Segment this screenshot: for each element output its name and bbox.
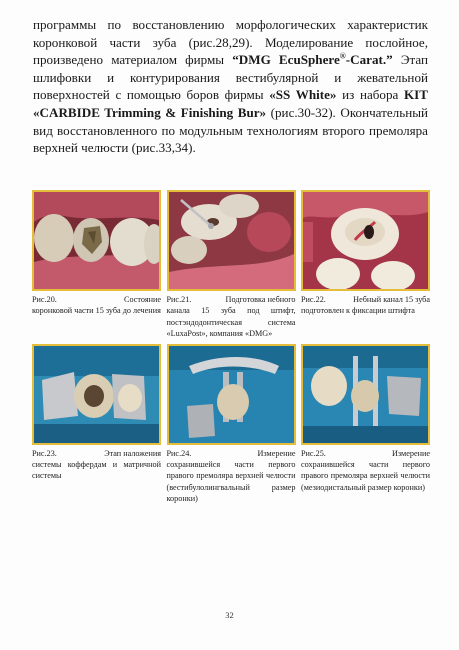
page-number: 32: [225, 610, 234, 620]
dental-photo-fig22: [301, 190, 430, 291]
dental-photo-fig20: [32, 190, 161, 291]
figure-23: [32, 344, 161, 505]
dental-photo-fig25: [301, 344, 430, 445]
figure-20: [32, 190, 161, 340]
figure-22: [301, 190, 430, 340]
figure-row-1: [32, 190, 430, 340]
figure-21: [167, 190, 296, 340]
figure-row-2: [32, 344, 430, 505]
figure-25: [301, 344, 430, 505]
dental-photo-fig24: [167, 344, 296, 445]
figure-24: [167, 344, 296, 505]
caption-fig23: Рис.23. Этап наложения системы коффердам и матричной системы: [32, 448, 161, 481]
text-run: программы по восстановлению морфологических характеристик коронковой части зуба (рис.28,29). Моделирование послойное, произведено материалом фирмы: [33, 17, 428, 68]
registered-mark: ®: [339, 51, 346, 61]
text-run: из набора: [336, 87, 404, 103]
figure-grid: [32, 190, 430, 505]
caption-fig21: Рис.21. Подготовка небного канала 15 зуба под штифт, постэндодонтическая система «LuxaPost», компания «DMG»: [166, 295, 296, 339]
body-paragraph: [33, 16, 428, 157]
dental-photo-fig21: [167, 190, 296, 291]
brand-kit-carbide: KIT «CARBIDE Trimming & Finishing Bur»: [33, 87, 429, 120]
caption-fig22: Рис.22. Небный канал 15 зуба подготовлен к фиксации штифта: [301, 295, 430, 316]
brand-dmg: “DMG EcuSphere®-Carat.”: [232, 51, 393, 68]
caption-fig20: Рис.20. Состояние коронковой части 15 зуба до лечения: [32, 295, 161, 316]
brand-ss-white: «SS White»: [269, 87, 337, 103]
text-run: (рис.30-32). Окончательный вид восстановленного по модульным технологиям второго премоляра верхней челюсти (рис.33,34).: [33, 104, 428, 156]
caption-fig24: Рис.24. Измерение сохранившейся части первого правого премоляра верхней челюсти (вестибулолингвальный размер коронки): [166, 448, 296, 504]
caption-fig25: Рис.25. Измерение сохранившейся части первого правого премоляра верхней челюсти (мезиодистальный размер коронки): [301, 448, 430, 492]
text-run: Этап шлифовки и контурирования вестибулярной и жевательной поверхностей с помощью боров фирмы: [33, 52, 428, 103]
dental-photo-fig23: [32, 344, 161, 445]
